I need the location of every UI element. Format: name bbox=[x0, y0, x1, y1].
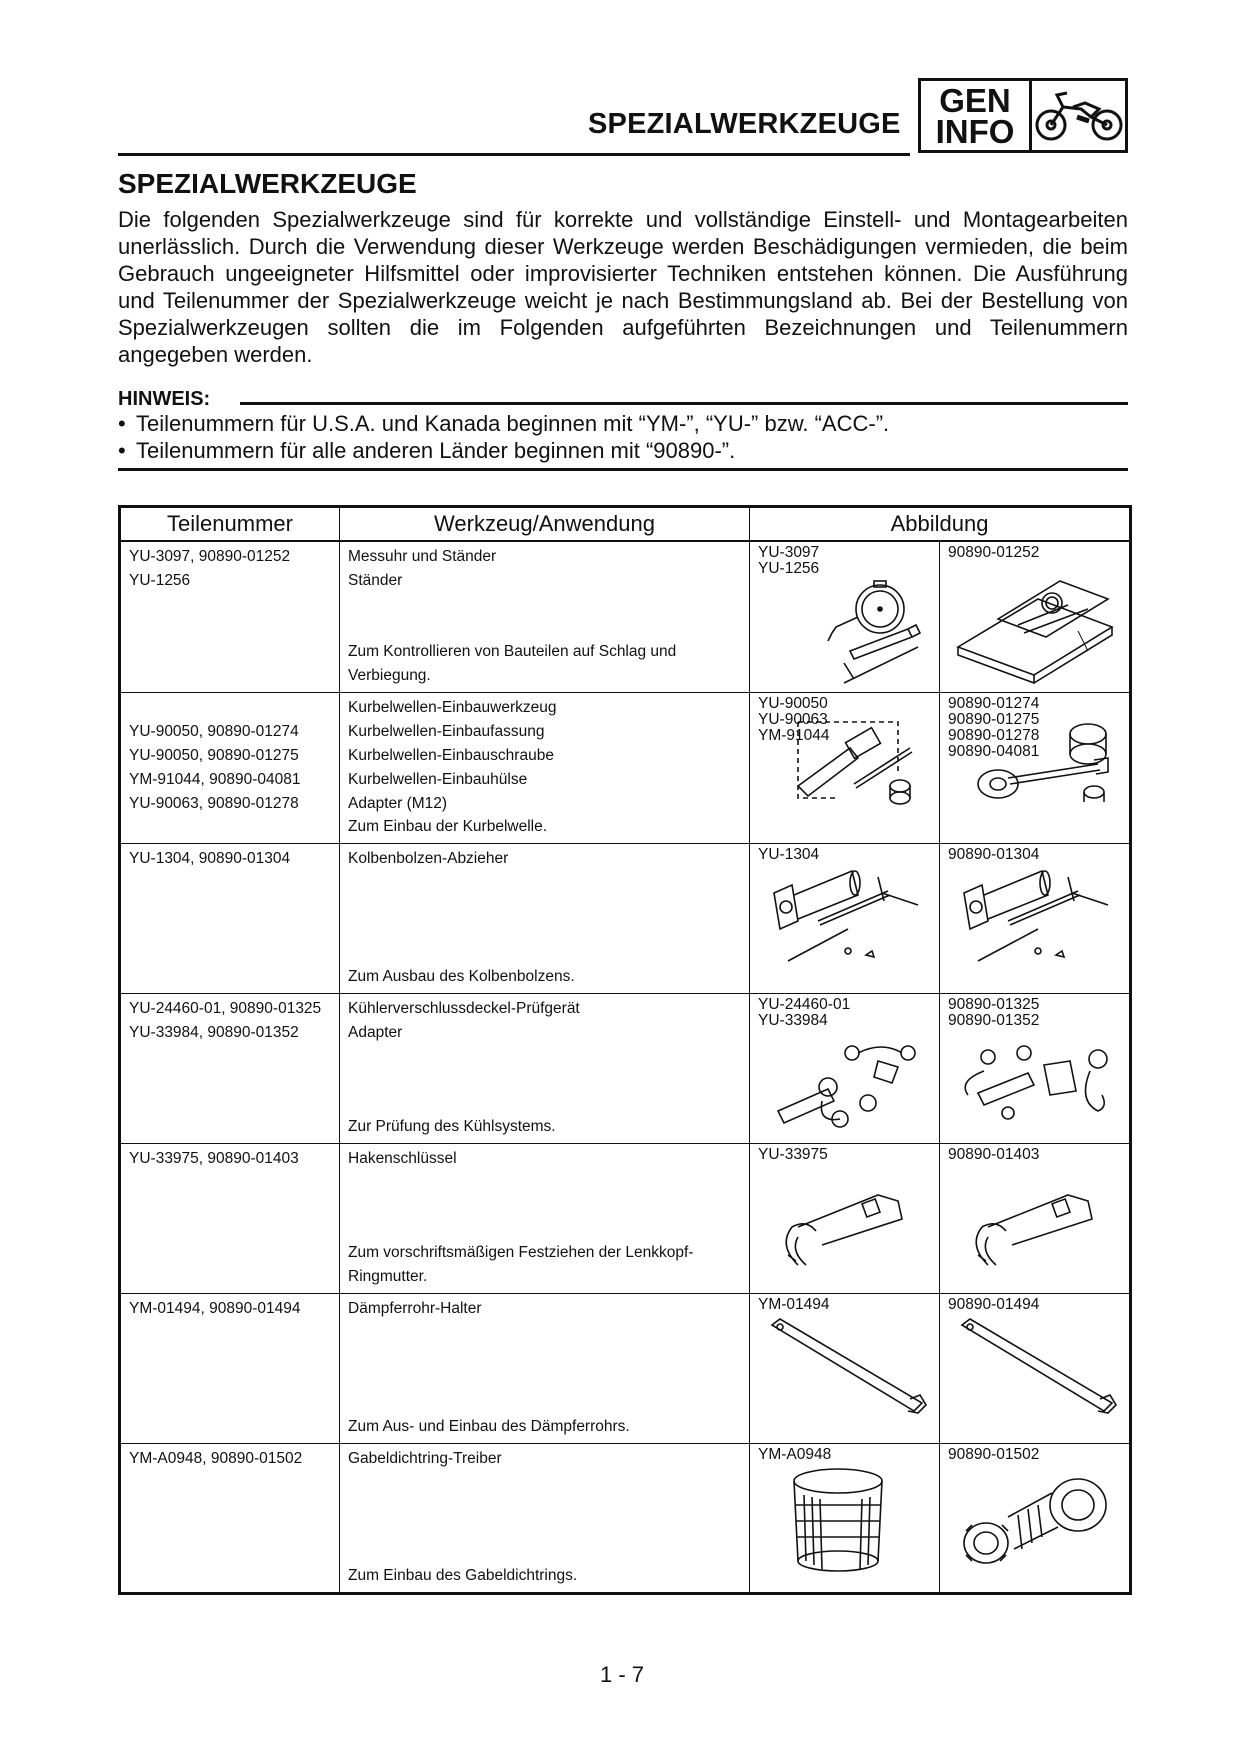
tool-use-cell bbox=[340, 1444, 750, 1594]
illustration-cell-us bbox=[750, 693, 940, 844]
tool-use-text: Zum Einbau des Gabeldichtrings. bbox=[348, 1567, 578, 1584]
table-row bbox=[120, 844, 1131, 994]
illustration-cell-intl bbox=[940, 693, 1131, 844]
damper-rod-holder-drawing bbox=[758, 1315, 928, 1425]
table-row bbox=[120, 1444, 1131, 1594]
tool-name: Kurbelwellen-Einbauhülse bbox=[348, 771, 528, 788]
part-numbers-cell bbox=[120, 994, 340, 1144]
piston-pin-puller-drawing bbox=[948, 865, 1118, 975]
radiator-cap-tester-drawing bbox=[758, 1031, 928, 1131]
table-row bbox=[120, 693, 1131, 844]
illustration-code: 90890-01325 bbox=[948, 996, 1040, 1013]
tool-name: Dämpferrohr-Halter bbox=[348, 1300, 482, 1317]
dial-gauge-kit-drawing bbox=[948, 563, 1120, 687]
illustration-code: YU-33975 bbox=[758, 1146, 828, 1163]
part-numbers-cell bbox=[120, 1144, 340, 1294]
tool-name: Adapter (M12) bbox=[348, 795, 448, 812]
illustration-code: YU-1304 bbox=[758, 846, 820, 863]
illustration-code: 90890-01274 bbox=[948, 695, 1040, 712]
badge-gen: GEN bbox=[939, 81, 1011, 119]
tool-use-cell bbox=[340, 693, 750, 844]
part-number: YU-1304, 90890-01304 bbox=[129, 850, 291, 867]
col-header-illustration: Abbildung bbox=[750, 507, 1131, 542]
page-header-title: SPEZIALWERKZEUGE bbox=[588, 108, 901, 140]
motorcycle-icon bbox=[1032, 81, 1125, 150]
illustration-code: YU-3097 bbox=[758, 544, 820, 561]
illustration-cell-us bbox=[750, 844, 940, 994]
illustration-code: YU-90063 bbox=[758, 711, 828, 728]
illustration-cell-us bbox=[750, 994, 940, 1144]
badge-text bbox=[921, 81, 1032, 150]
tool-name: Kurbelwellen-Einbaufassung bbox=[348, 723, 545, 740]
hinweis-item: • Teilenummern für alle anderen Länder beginnen mit “90890-”. bbox=[118, 437, 1128, 464]
part-number: YU-33984, 90890-01352 bbox=[129, 1024, 299, 1041]
illustration-cell-intl bbox=[940, 1144, 1131, 1294]
hook-wrench-drawing bbox=[758, 1165, 928, 1275]
illustration-code: YU-24460-01 bbox=[758, 996, 851, 1013]
gen-info-badge bbox=[918, 78, 1128, 153]
tool-use-text: Zur Prüfung des Kühlsystems. bbox=[348, 1118, 556, 1135]
illustration-cell-us bbox=[750, 1444, 940, 1594]
table-row bbox=[120, 994, 1131, 1144]
part-number: YU-3097, 90890-01252 bbox=[129, 548, 291, 565]
illustration-code: 90890-01352 bbox=[948, 1012, 1040, 1029]
tool-use-cell bbox=[340, 541, 750, 693]
illustration-code: 90890-01494 bbox=[948, 1296, 1040, 1313]
illustration-code: YM-91044 bbox=[758, 727, 830, 744]
illustration-cell-intl bbox=[940, 1294, 1131, 1444]
tool-use-cell bbox=[340, 1294, 750, 1444]
hook-wrench-drawing bbox=[948, 1165, 1118, 1275]
hinweis-label: HINWEIS: bbox=[118, 388, 211, 410]
tool-name: Kolbenbolzen-Abzieher bbox=[348, 850, 509, 867]
part-number: YM-A0948, 90890-01502 bbox=[129, 1450, 303, 1467]
special-tools-table bbox=[118, 505, 1132, 1595]
illustration-code: YM-01494 bbox=[758, 1296, 830, 1313]
fork-seal-driver-drawing bbox=[758, 1465, 928, 1577]
header-rule bbox=[118, 153, 910, 156]
illustration-code: 90890-01502 bbox=[948, 1446, 1040, 1463]
illustration-code: 90890-01403 bbox=[948, 1146, 1040, 1163]
illustration-cell-us bbox=[750, 541, 940, 693]
intro-paragraph: Die folgenden Spezialwerkzeuge sind für korrekte und vollständige Einstell- und Montagearbeiten unerlässlich. Durch die Verwendung dieser Werkzeuge werden Beschädigungen vermieden, die beim Gebrauch ungeeigneter Hilfsmittel oder improvisierter Techniken entstehen können. Die Ausführung und Teilenummer der Spezialwerkzeuge weicht je nach Bestimmungsland ab. Bei der Bestellung von Spezialwerkzeugen sollten die im Folgenden aufgeführten Bezeichnungen und Teilenummern angegeben werden. bbox=[118, 207, 1128, 367]
part-numbers-cell bbox=[120, 844, 340, 994]
tool-name: Kurbelwellen-Einbauwerkzeug bbox=[348, 699, 557, 716]
tool-use-cell bbox=[340, 1144, 750, 1294]
illustration-code: YM-A0948 bbox=[758, 1446, 832, 1463]
tool-name: Adapter bbox=[348, 1024, 403, 1041]
tool-use-text: Zum Einbau der Kurbelwelle. bbox=[348, 818, 548, 835]
part-number: YU-24460-01, 90890-01325 bbox=[129, 1000, 322, 1017]
illustration-cell-us bbox=[750, 1294, 940, 1444]
part-numbers-cell bbox=[120, 541, 340, 693]
part-number: YM-91044, 90890-04081 bbox=[129, 771, 301, 788]
col-header-part-number: Teilenummer bbox=[120, 507, 340, 542]
hinweis-list bbox=[118, 410, 1128, 464]
part-number: YU-33975, 90890-01403 bbox=[129, 1150, 299, 1167]
part-number: YM-01494, 90890-01494 bbox=[129, 1300, 301, 1317]
fork-seal-driver-drawing bbox=[948, 1465, 1118, 1577]
tool-name: Kurbelwellen-Einbauschraube bbox=[348, 747, 554, 764]
illustration-cell-intl bbox=[940, 994, 1131, 1144]
part-numbers-cell bbox=[120, 1444, 340, 1594]
tool-use-text: Zum Kontrollieren von Bauteilen auf Schlag und Verbiegung. bbox=[348, 643, 677, 684]
dial-gauge-drawing bbox=[758, 579, 928, 689]
tool-use-cell bbox=[340, 994, 750, 1144]
illustration-cell-intl bbox=[940, 844, 1131, 994]
part-number: YU-90050, 90890-01274 bbox=[129, 723, 299, 740]
illustration-cell-intl bbox=[940, 541, 1131, 693]
tool-use-text: Zum Ausbau des Kolbenbolzens. bbox=[348, 968, 575, 985]
part-numbers-cell bbox=[120, 693, 340, 844]
part-numbers-cell bbox=[120, 1294, 340, 1444]
tool-name: Messuhr und Ständer bbox=[348, 548, 497, 565]
tool-name: Hakenschlüssel bbox=[348, 1150, 457, 1167]
illustration-code: YU-33984 bbox=[758, 1012, 828, 1029]
piston-pin-puller-drawing bbox=[758, 865, 928, 975]
tool-name: Kühlerverschlussdeckel-Prüfgerät bbox=[348, 1000, 580, 1017]
tool-name: Gabeldichtring-Treiber bbox=[348, 1450, 502, 1467]
table-row bbox=[120, 1144, 1131, 1294]
table-header-row bbox=[120, 507, 1131, 542]
radiator-cap-tester-drawing bbox=[948, 1031, 1118, 1131]
illustration-code: YU-1256 bbox=[758, 560, 820, 577]
illustration-code: 90890-04081 bbox=[948, 743, 1040, 760]
illustration-cell-intl bbox=[940, 1444, 1131, 1594]
illustration-code: 90890-01278 bbox=[948, 727, 1040, 744]
tool-use-cell bbox=[340, 844, 750, 994]
illustration-code: 90890-01275 bbox=[948, 711, 1040, 728]
badge-info: INFO bbox=[935, 112, 1015, 150]
tool-use-text: Zum Aus- und Einbau des Dämpferrohrs. bbox=[348, 1418, 630, 1435]
part-number: YU-90063, 90890-01278 bbox=[129, 795, 299, 812]
part-number: YU-90050, 90890-01275 bbox=[129, 747, 299, 764]
illustration-code: 90890-01304 bbox=[948, 846, 1040, 863]
hinweis-rule bbox=[240, 402, 1128, 405]
tool-name: Ständer bbox=[348, 572, 403, 589]
illustration-code: YU-90050 bbox=[758, 695, 828, 712]
hinweis-end-rule bbox=[118, 468, 1128, 471]
page-number: 1 - 7 bbox=[600, 1662, 645, 1687]
hinweis-item: • Teilenummern für U.S.A. und Kanada beginnen mit “YM-”, “YU-” bzw. “ACC-”. bbox=[118, 410, 1128, 437]
part-number bbox=[129, 696, 331, 720]
tool-use-text: Zum vorschriftsmäßigen Festziehen der Lenkkopf-Ringmutter. bbox=[348, 1244, 694, 1285]
section-heading: SPEZIALWERKZEUGE bbox=[118, 168, 417, 199]
damper-rod-holder-drawing bbox=[948, 1315, 1118, 1425]
table-row bbox=[120, 541, 1131, 693]
table-row bbox=[120, 1294, 1131, 1444]
part-number: YU-1256 bbox=[129, 572, 191, 589]
illustration-code: 90890-01252 bbox=[948, 544, 1040, 561]
illustration-cell-us bbox=[750, 1144, 940, 1294]
col-header-tool-use: Werkzeug/Anwendung bbox=[340, 507, 750, 542]
